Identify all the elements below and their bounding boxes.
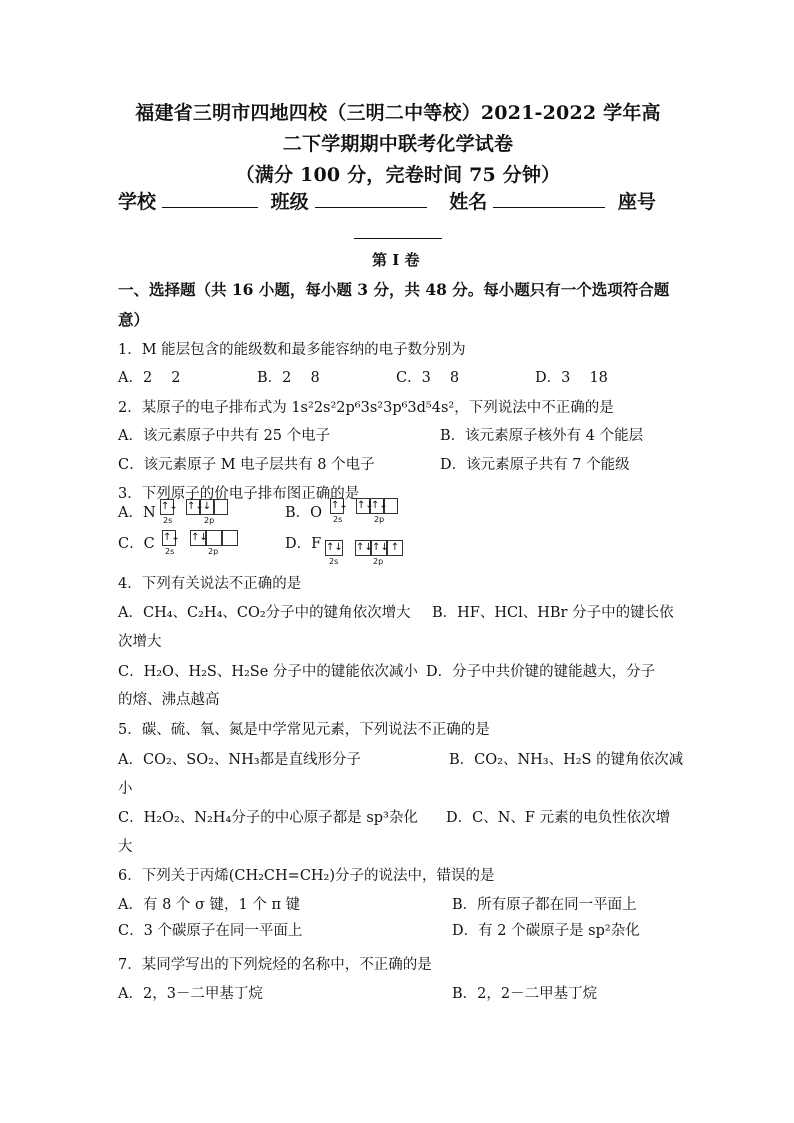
name-label: 姓名 <box>449 191 488 213</box>
q5-option-b[interactable]: B．CO₂、NH₃、H₂S 的键角依次减 <box>449 752 684 768</box>
q3-option-d[interactable]: D．F <box>285 536 322 552</box>
seat-label: 座号 <box>617 191 656 213</box>
q7-stem: 7．某同学写出的下列烷烃的名称中，不正确的是 <box>118 957 432 973</box>
q2-option-c[interactable]: C．该元素原子 M 电子层共有 8 个电子 <box>118 457 375 473</box>
orbital-label-2p: 2p <box>204 516 215 525</box>
section-title: 第 I 卷 <box>372 251 420 269</box>
orbital-box: ↑↓ <box>325 540 343 556</box>
orbital-box: ↑↓ <box>330 498 344 514</box>
q7-option-b[interactable]: B．2，2－二甲基丁烷 <box>452 986 598 1002</box>
q5-stem: 5．碳、硫、氧、氮是中学常见元素，下列说法不正确的是 <box>118 722 490 738</box>
orbital-label-2p: 2p <box>208 547 219 556</box>
school-blank[interactable] <box>162 193 258 208</box>
q4-option-b-cont: 次增大 <box>118 634 162 650</box>
q1-option-a[interactable]: A．2 2 <box>118 370 181 386</box>
orbital-box: ↑↓ <box>190 530 206 546</box>
orbital-label-2s: 2s <box>165 547 175 556</box>
orbital-label-2s: 2s <box>333 515 343 524</box>
q5-option-d-cont: 大 <box>118 839 133 855</box>
q3-option-a[interactable]: A．N <box>118 503 160 523</box>
q4-option-b[interactable]: B．HF、HCl、HBr 分子中的键长依 <box>432 605 674 621</box>
school-label: 学校 <box>118 191 157 213</box>
orbital-box: ↓ <box>200 499 214 515</box>
orbital-box <box>384 498 398 514</box>
seat-blank[interactable] <box>354 238 442 239</box>
q6-option-d[interactable]: D．有 2 个碳原子是 sp²杂化 <box>452 923 640 939</box>
orbital-box: ↑↓ <box>356 498 370 514</box>
instructions-line2: 意） <box>118 310 150 329</box>
q4-option-a[interactable]: A．CH₄、C₂H₄、CO₂分子中的键角依次增大 <box>118 605 411 621</box>
orbital-label-2p: 2p <box>374 515 385 524</box>
exam-title-line1: 福建省三明市四地四校（三明二中等校）2021-2022 学年高 <box>135 102 661 124</box>
q4-option-d-cont: 的熔、沸点越高 <box>118 692 220 708</box>
q5-option-a[interactable]: A．CO₂、SO₂、NH₃都是直线形分子 <box>118 752 362 768</box>
orbital-label-2s: 2s <box>329 557 339 566</box>
exam-subtitle: （满分 100 分，完卷时间 75 分钟） <box>235 164 561 186</box>
name-blank[interactable] <box>493 193 605 208</box>
q6-option-c[interactable]: C．3 个碳原子在同一平面上 <box>118 923 303 939</box>
orbital-box: ↑↓ <box>162 530 176 546</box>
orbital-label-2s: 2s <box>163 516 173 525</box>
q5-option-d[interactable]: D．C、N、F 元素的电负性依次增 <box>446 810 671 826</box>
q6-stem: 6．下列关于丙烯(CH₂CH=CH₂)分子的说法中，错误的是 <box>118 868 495 884</box>
class-blank[interactable] <box>315 193 427 208</box>
q4-option-d[interactable]: D．分子中共价键的键能越大，分子 <box>426 664 656 680</box>
orbital-box <box>214 499 228 515</box>
orbital-box: ↑↓ <box>186 499 200 515</box>
q5-option-c[interactable]: C．H₂O₂、N₂H₄分子的中心原子都是 sp³杂化 <box>118 810 418 826</box>
orbital-box <box>222 530 238 546</box>
q3-option-c[interactable]: C．C <box>118 536 155 552</box>
q1-option-d[interactable]: D．3 18 <box>535 370 608 386</box>
q7-option-a[interactable]: A．2，3－二甲基丁烷 <box>118 986 263 1002</box>
q1-stem: 1．M 能层包含的能级数和最多能容纳的电子数分别为 <box>118 342 466 358</box>
orbital-box: ↑ <box>387 540 403 556</box>
instructions-line1: 一、选择题（共 16 小题，每小题 3 分，共 48 分。每小题只有一个选项符合题 <box>118 280 670 299</box>
orbital-box: ↑↓ <box>371 540 387 556</box>
orbital-box: ↑↓ <box>160 499 174 515</box>
class-label: 班级 <box>270 191 309 213</box>
q5-option-b-cont: 小 <box>118 781 133 797</box>
q1-option-b[interactable]: B．2 8 <box>257 370 320 386</box>
q6-option-a[interactable]: A．有 8 个 σ 键，1 个 π 键 <box>118 897 301 913</box>
orbital-box: ↑↓ <box>370 498 384 514</box>
q6-option-b[interactable]: B．所有原子都在同一平面上 <box>452 897 637 913</box>
q2-stem: 2．某原子的电子排布式为 1s²2s²2p⁶3s²3p⁶3d⁵4s²，下列说法中不正确的是 <box>118 400 614 416</box>
orbital-label-2p: 2p <box>373 557 384 566</box>
orbital-box: ↑↓ <box>355 540 371 556</box>
orbital-box <box>206 530 222 546</box>
q2-option-b[interactable]: B．该元素原子核外有 4 个能层 <box>440 428 644 444</box>
q3-stem: 3．下列原子的价电子排布图正确的是 <box>118 486 360 502</box>
q4-stem: 4．下列有关说法不正确的是 <box>118 576 302 592</box>
exam-title-line2: 二下学期期中联考化学试卷 <box>282 133 514 155</box>
q3-option-b[interactable]: B．O <box>285 503 326 523</box>
q1-option-c[interactable]: C．3 8 <box>396 370 460 386</box>
student-info-row <box>118 190 656 214</box>
q2-option-d[interactable]: D．该元素原子共有 7 个能级 <box>440 457 630 473</box>
q4-option-c[interactable]: C．H₂O、H₂S、H₂Se 分子中的键能依次减小 <box>118 664 418 680</box>
q2-option-a[interactable]: A．该元素原子中共有 25 个电子 <box>118 428 331 444</box>
